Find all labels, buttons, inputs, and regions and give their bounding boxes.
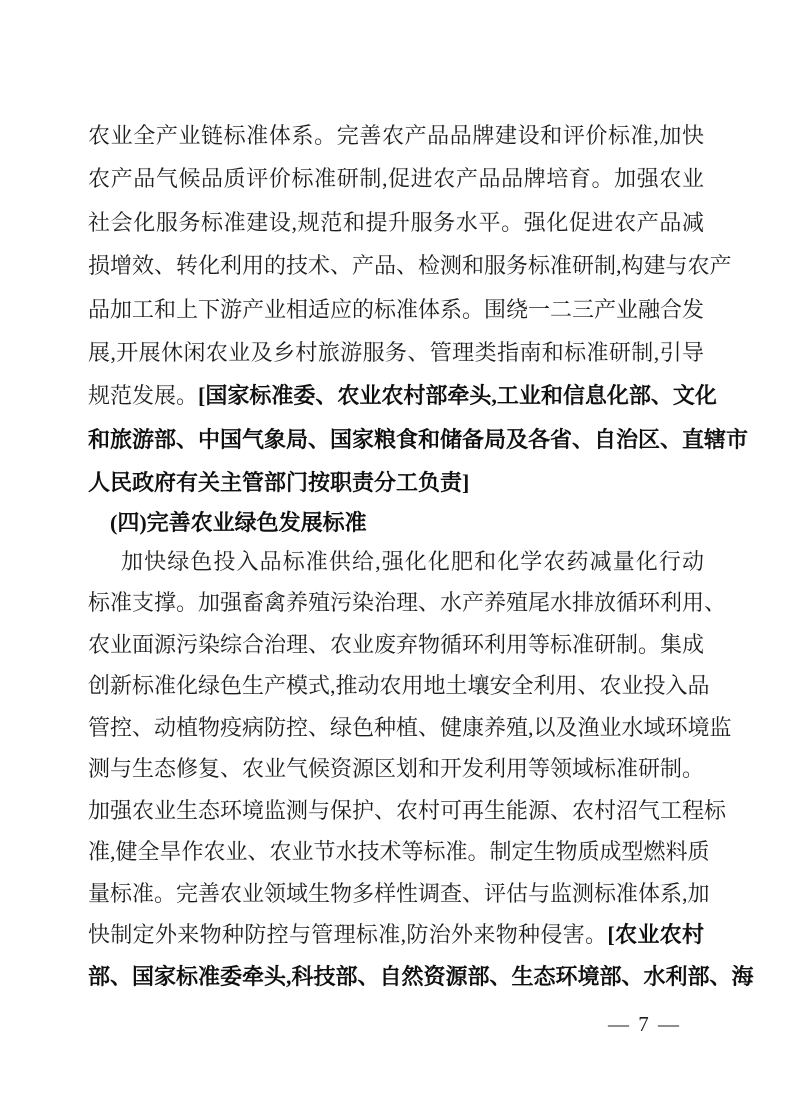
- text-line: [88, 244, 732, 287]
- page-content: [88, 114, 754, 997]
- text-segment: 规范发展。: [88, 383, 199, 409]
- text-segment: 测与生态修复、农业气候资源区划和开发利用等领域标准研制。: [88, 756, 705, 782]
- text-segment: 准,健全旱作农业、农业节水技术等标准。制定生物质成型燃料质: [88, 839, 710, 865]
- text-line: [88, 831, 710, 873]
- bold-text-segment: [国家标准委、农业农村部牵头,工业和信息化部、文化: [198, 383, 717, 409]
- text-segment: 快制定外来物种防控与管理标准,防治外来物种侵害。: [88, 922, 608, 948]
- text-segment: 标准支撑。加强畜禽养殖污染治理、水产养殖尾水排放循环利用、: [88, 590, 727, 616]
- text-line: [88, 461, 704, 504]
- text-segment: 农产品气候品质评价标准研制,促进农产品品牌培育。加强农业: [88, 166, 704, 192]
- text-segment: 量标准。完善农业领域生物多样性调查、评估与监测标准体系,加: [88, 880, 710, 906]
- text-line: [88, 707, 732, 749]
- text-segment: 品加工和上下游产业相适应的标准体系。围绕一二三产业融合发: [88, 296, 705, 322]
- text-line: [88, 582, 727, 624]
- text-line: [88, 114, 704, 157]
- bold-text-segment: 和旅游部、中国气象局、国家粮食和储备局及各省、自治区、直辖市: [88, 426, 749, 452]
- text-line: [88, 873, 710, 915]
- text-line: [88, 665, 710, 707]
- text-segment: 加强农业生态环境监测与保护、农村可再生能源、农村沼气工程标: [88, 797, 727, 823]
- text-line: [88, 418, 749, 461]
- paragraph-green-development: [88, 541, 754, 998]
- bold-text-segment: 部、国家标准委牵头,科技部、自然资源部、生态环境部、水利部、海: [88, 963, 754, 989]
- section-heading: [88, 505, 704, 541]
- text-segment: 管控、动植物疫病防控、绿色种植、健康养殖,以及渔业水域环境监: [88, 714, 732, 740]
- text-line: [88, 748, 704, 790]
- text-line: [88, 374, 717, 417]
- text-line: [88, 956, 754, 998]
- text-line: [88, 790, 727, 832]
- text-line: [88, 541, 704, 583]
- page-number: — 7 —: [608, 1012, 681, 1036]
- text-segment: 社会化服务标准建设,规范和提升服务水平。强化促进农产品减: [88, 209, 704, 235]
- text-segment: 农业全产业链标准体系。完善农产品品牌建设和评价标准,加快: [88, 123, 704, 148]
- bold-text-segment: (四)完善农业绿色发展标准: [110, 509, 367, 535]
- text-line: [88, 157, 704, 200]
- text-segment: 加快绿色投入品标准供给,强化化肥和化学农药减量化行动: [121, 548, 704, 574]
- paragraph-opening: [88, 114, 749, 505]
- text-line: [88, 914, 704, 956]
- text-segment: 农业面源污染综合治理、农业废弃物循环利用等标准研制。集成: [88, 631, 705, 657]
- text-line: [88, 288, 704, 331]
- bold-text-segment: 人民政府有关主管部门按职责分工负责]: [88, 470, 470, 496]
- text-line: [88, 505, 704, 541]
- text-line: [88, 201, 704, 244]
- text-segment: 损增效、转化利用的技术、产品、检测和服务标准研制,构建与农产: [88, 253, 732, 279]
- text-line: [88, 624, 704, 666]
- text-line: [88, 331, 704, 374]
- bold-text-segment: [农业农村: [607, 922, 704, 948]
- text-segment: 创新标准化绿色生产模式,推动农用地土壤安全利用、农业投入品: [88, 673, 710, 699]
- text-segment: 展,开展休闲农业及乡村旅游服务、管理类指南和标准研制,引导: [88, 340, 704, 366]
